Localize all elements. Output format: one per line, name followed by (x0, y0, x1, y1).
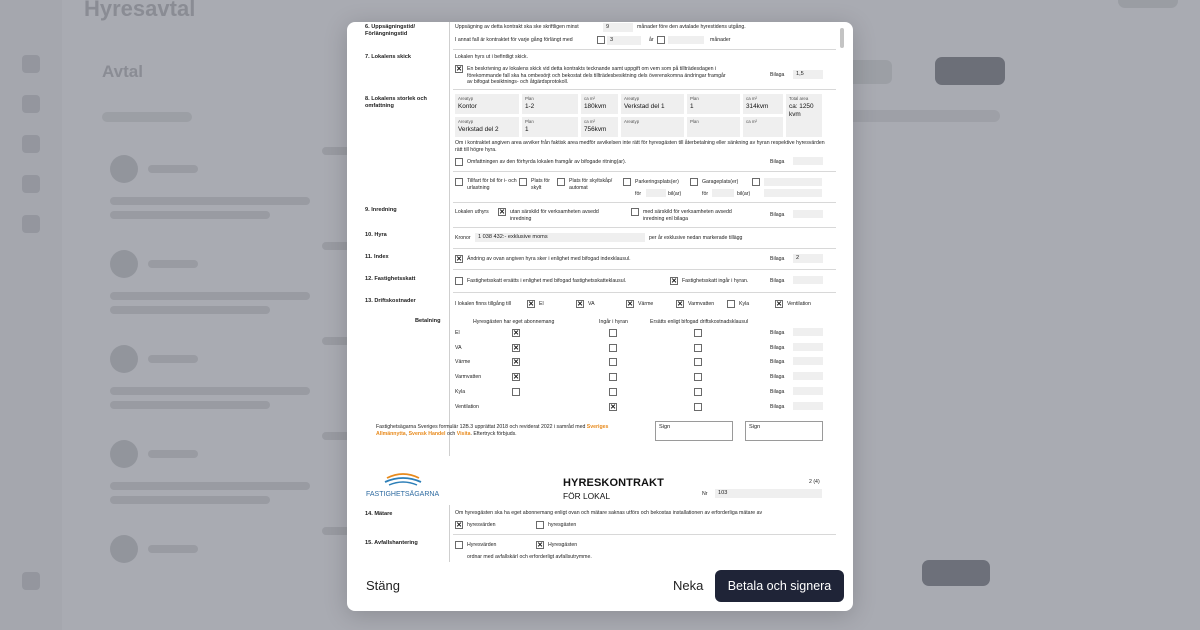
check-mark-icon: ✕ (677, 300, 683, 308)
pay-row-ventilation: Ventilation (455, 404, 479, 410)
pay-varme-incl[interactable] (609, 358, 617, 366)
col-incl-header: Ingår i hyran (599, 319, 628, 325)
pay-varmvatten-own[interactable] (512, 373, 520, 381)
sec13-varmvatten-checkbox[interactable] (676, 300, 684, 308)
row-divider (453, 292, 836, 293)
sec13-va-checkbox[interactable] (576, 300, 584, 308)
sec8-bilaga-label: Bilaga (770, 159, 785, 165)
sec7-bilaga-field[interactable]: 1,5 (793, 70, 823, 79)
pay-kyla-repl[interactable] (694, 388, 702, 396)
check-mark-icon: ✕ (513, 373, 519, 381)
sec12-opt2-checkbox[interactable] (670, 277, 678, 285)
pay-el-incl[interactable] (609, 329, 617, 337)
form-copyright-note: Fastighetsägarna Sveriges formulär 12B.3 upprättat 2018 och reviderat 2022 i samråd med Sveriges Allmännytta, Svensk Handel och Visita. Eftertryck förbjuds. (376, 424, 609, 437)
page-number: 2 (4) (809, 479, 820, 485)
check-mark-icon: ✕ (577, 300, 583, 308)
sign-field-2[interactable]: Sign (745, 421, 823, 441)
row-divider (453, 202, 836, 203)
sec8-opt3-text: Plats för skyltskåp/ automat (569, 178, 613, 191)
check-mark-icon: ✕ (456, 521, 462, 529)
sec9-opt2-text: med särskild för verksamheten avsedd inredning enl bilaga (643, 209, 732, 222)
sec8-opt6-field-2[interactable] (764, 189, 822, 197)
sec8-opt1-text: Tillfart för bil för i- och urlastning (467, 178, 517, 191)
sec8-r2-type[interactable]: Areatyp Verkstad del 2 (455, 117, 519, 137)
sec13-varme-label: Värme (638, 301, 654, 307)
sec8-bilaga-field[interactable] (793, 157, 823, 165)
sec12-opt2-text: Fastighetsskatt ingår i hyran. (682, 278, 749, 284)
sec8-r1-type[interactable]: Areatyp Kontor (455, 94, 519, 114)
pay-ventilation-incl[interactable] (609, 403, 617, 411)
sec6-years-unit: år (649, 37, 654, 43)
sec8-for-label: för (635, 191, 642, 197)
pay-el-bilaga-field[interactable] (793, 328, 823, 336)
sec8-r2-type2[interactable]: Areatyp (621, 117, 684, 137)
section-9-label: 9. Inredning (365, 207, 397, 213)
sec8-opt3-checkbox[interactable] (557, 178, 565, 186)
betalning-label: Betalning (415, 318, 441, 324)
sec9-opt1-text: utan särskild för verksamheten avsedd inredning (510, 209, 599, 222)
sec15-opt1-checkbox[interactable] (455, 541, 463, 549)
sec7-line2: En beskrivning av lokalens skick vid detta kontrakts tecknande samt uppgift om vem som på tillträdesdagen i förekommande fall ska ha ombesörjt och bekostat dels tillträdesbesiktning dels överenskomna ändringar framgår av bifogat besiktnings- och åtgärdsprotokoll. (467, 66, 726, 85)
pay-varmvatten-repl[interactable] (694, 373, 702, 381)
check-mark-icon: ✕ (537, 541, 543, 549)
document-scrollbar-thumb[interactable] (840, 28, 844, 48)
sec8-r1-area2[interactable]: ca m² 314kvm (743, 94, 783, 114)
pay-ventilation-bilaga-field[interactable] (793, 402, 823, 410)
sec6-row1-tail: månader före den avtalade hyrestidens utgång. (637, 24, 746, 30)
background-title: Hyresavtal (84, 0, 196, 21)
section-7-label: 7. Lokalens skick (365, 54, 412, 60)
sec8-bilar-label-2: bil(ar) (737, 191, 751, 197)
sec10-rent-field[interactable]: 1 038 432:- exklusive moms (475, 233, 645, 242)
sec14-opt1-checkbox[interactable] (455, 521, 463, 529)
sec13-ventilation-checkbox[interactable] (775, 300, 783, 308)
sec11-bilaga-label: Bilaga (770, 256, 785, 262)
sign-field-1[interactable]: Sign (655, 421, 733, 441)
check-mark-icon: ✕ (627, 300, 633, 308)
sec8-scope-checkbox[interactable] (455, 158, 463, 166)
deny-button[interactable]: Neka (673, 578, 704, 593)
sec10-tail: per år exklusive nedan markerade tillägg (649, 235, 743, 241)
sec8-r2-area[interactable]: ca m² 756kvm (581, 117, 618, 137)
sec12-opt1-checkbox[interactable] (455, 277, 463, 285)
sec8-opt6-checkbox[interactable] (752, 178, 760, 186)
sec13-varme-checkbox[interactable] (626, 300, 634, 308)
sec13-kyla-label: Kyla (739, 301, 750, 307)
pay-varmvatten-bilaga-field[interactable] (793, 372, 823, 380)
check-mark-icon: ✕ (513, 329, 519, 337)
sec7-bilaga-label: Bilaga (770, 72, 785, 78)
contract-nr-label: Nr (702, 491, 708, 497)
section-12-label: 12. Fastighetsskatt (365, 276, 416, 282)
pay-row-kyla: Kyla (455, 389, 466, 395)
check-mark-icon: ✕ (528, 300, 534, 308)
pay-ventilation-bilaga: Bilaga (770, 404, 785, 410)
sec6-row1: Uppsägning av detta kontrakt ska ske skriftligen minst (455, 24, 579, 30)
row-divider (453, 89, 836, 90)
pay-varme-repl[interactable] (694, 358, 702, 366)
sec8-opt6-field[interactable] (764, 178, 822, 186)
sec8-r1-area[interactable]: ca m² 180kvm (581, 94, 618, 114)
sec15-tail: ordnar med avfallskärl och erforderligt avfallsutrymme. (467, 554, 592, 560)
sec9-opt1-checkbox[interactable] (498, 208, 506, 216)
pay-kyla-bilaga-field[interactable] (793, 387, 823, 395)
contract-document[interactable] (365, 22, 844, 562)
sec8-r2-plan2[interactable]: Plan (687, 117, 740, 137)
sec7-checkbox[interactable] (455, 65, 463, 73)
pay-row-varmvatten: Varmvatten (455, 374, 482, 380)
sec8-opt4-text: Parkeringsplats(er) (635, 179, 679, 185)
col-repl-header: Ersätts enligt bifogad driftskostnadsklausul (650, 319, 749, 325)
sec8-r2-plan[interactable]: Plan 1 (522, 117, 578, 137)
sec10-kronor: Kronor (455, 235, 471, 241)
col-own-header: Hyresgästen har eget abonnemang (473, 319, 555, 325)
sec8-garage-count[interactable] (712, 189, 734, 197)
sec8-r1-plan[interactable]: Plan 1-2 (522, 94, 578, 114)
pay-kyla-bilaga: Bilaga (770, 389, 785, 395)
pay-kyla-own[interactable] (512, 388, 520, 396)
section-14-label: 14. Mätare (365, 511, 393, 517)
check-mark-icon: ✕ (776, 300, 782, 308)
pay-va-incl[interactable] (609, 344, 617, 352)
contract-modal (347, 22, 853, 611)
document-scrollbar[interactable] (839, 26, 845, 562)
sec9-bilaga-label: Bilaga (770, 212, 785, 218)
sec13-kyla-checkbox[interactable] (727, 300, 735, 308)
sec6-months-unit: månader (710, 37, 731, 43)
sec8-opt1-checkbox[interactable] (455, 178, 463, 186)
pay-va-bilaga-field[interactable] (793, 343, 823, 351)
sec8-bilar-label: bil(ar) (668, 191, 682, 197)
sec6-years-field[interactable]: 3 (607, 36, 641, 45)
sec14-text: Om hyresgästen ska ha eget abonnemang enligt ovan och mätare saknas utförs och bekostas installationen av erforderliga mätare av (455, 510, 763, 516)
svg-text:FASTIGHETSÄGARNA: FASTIGHETSÄGARNA (366, 491, 440, 498)
sec8-opt5-text: Garageplats(er) (702, 179, 739, 185)
column-divider (449, 505, 450, 562)
sec7-line1: Lokalen hyrs ut i befintligt skick. (455, 54, 528, 60)
background-subtitle: Avtal (102, 62, 143, 81)
sec14-opt2-checkbox[interactable] (536, 521, 544, 529)
pay-and-sign-button[interactable]: Betala och signera (715, 570, 844, 602)
check-mark-icon: ✕ (499, 208, 505, 216)
pay-ventilation-repl[interactable] (694, 403, 702, 411)
sec8-opt2-checkbox[interactable] (519, 178, 527, 186)
row-divider (453, 269, 836, 270)
sec11-text: Ändring av ovan angiven hyra sker i enlighet med bifogad indexklausul. (467, 256, 631, 262)
sec13-va-label: VA (588, 301, 595, 307)
check-mark-icon: ✕ (456, 255, 462, 263)
sec8-opt2-text: Plats för skylt (531, 178, 551, 191)
sec6-months-checkbox[interactable] (657, 36, 665, 44)
sec8-parking-count[interactable] (646, 189, 666, 197)
sec13-intro: I lokalen finns tillgång till (455, 301, 511, 307)
pay-varmvatten-incl[interactable] (609, 373, 617, 381)
sec13-el-checkbox[interactable] (527, 300, 535, 308)
pay-kyla-incl[interactable] (609, 388, 617, 396)
pay-row-el: El (455, 330, 460, 336)
pay-varme-bilaga: Bilaga (770, 359, 785, 365)
column-divider (449, 22, 450, 456)
sec8-note: Om i kontraktet angiven area avviker från faktisk area medför avvikelsen inte rätt för hyresgästen till återbetalning eller sänkning av hyran respektive hyresvärden rätt till högre hyra. (455, 140, 825, 153)
sec6-notice-field[interactable]: 9 (603, 23, 633, 32)
sec9-bilaga-field[interactable] (793, 210, 823, 218)
contract-subtitle: FÖR LOKAL (563, 491, 611, 501)
section-6-label: 6. Uppsägningstid/ Förlängningstid (365, 24, 416, 37)
close-button[interactable]: Stäng (366, 578, 400, 593)
sec9-text: Lokalen uthyrs (455, 209, 489, 215)
sec14-opt1-text: hyresvärden (467, 522, 496, 528)
sec12-bilaga-label: Bilaga (770, 278, 785, 284)
sec8-total-area[interactable]: Total area ca: 1250 kvm (786, 94, 822, 137)
pay-varmvatten-bilaga: Bilaga (770, 374, 785, 380)
sec15-opt2-checkbox[interactable] (536, 541, 544, 549)
sec12-opt1-text: Fastighetsskatt ersätts i enlighet med bifogad fastighetsskatteklausul. (467, 278, 627, 284)
sec6-years-checkbox[interactable] (597, 36, 605, 44)
section-15-label: 15. Avfallshantering (365, 540, 418, 546)
check-mark-icon: ✕ (456, 65, 462, 73)
sec12-bilaga-field[interactable] (793, 276, 823, 284)
fastighetsagarna-logo (365, 470, 445, 500)
sec11-checkbox[interactable] (455, 255, 463, 263)
sec8-opt4-checkbox[interactable] (623, 178, 631, 186)
sec8-opt5-checkbox[interactable] (690, 178, 698, 186)
pay-el-own[interactable] (512, 329, 520, 337)
row-divider (453, 227, 836, 228)
check-mark-icon: ✕ (610, 403, 616, 411)
sec13-ventilation-label: Ventilation (787, 301, 811, 307)
sec6-row2: I annat fall är kontraktet för varje gång förlängt med (455, 37, 573, 43)
contract-title: HYRESKONTRAKT (563, 477, 664, 489)
check-mark-icon: ✕ (513, 358, 519, 366)
contract-nr-field[interactable]: 103 (715, 489, 822, 498)
pay-row-varme: Värme (455, 359, 471, 365)
pay-va-own[interactable] (512, 344, 520, 352)
section-10-label: 10. Hyra (365, 232, 387, 238)
sec13-el-label: El (539, 301, 544, 307)
section-13-label: 13. Driftskostnader (365, 298, 416, 304)
check-mark-icon: ✕ (513, 344, 519, 352)
row-divider (453, 49, 836, 50)
sec9-opt2-checkbox[interactable] (631, 208, 639, 216)
pay-va-repl[interactable] (694, 344, 702, 352)
section-11-label: 11. Index (365, 254, 389, 260)
pay-va-bilaga: Bilaga (770, 345, 785, 351)
sec8-scope-text: Omfattningen av den förhyrda lokalen framgår av bifogade ritning(ar). (467, 159, 627, 165)
sec8-r2-area2[interactable]: ca m² (743, 117, 783, 137)
sec6-months-field[interactable] (668, 36, 704, 44)
sec11-bilaga-field[interactable]: 2 (793, 254, 823, 263)
sec15-opt1-text: Hyresvärden (467, 542, 497, 548)
sec8-r1-plan2[interactable]: Plan 1 (687, 94, 740, 114)
sec13-varmvatten-label: Varmvatten (688, 301, 715, 307)
pay-row-va: VA (455, 345, 462, 351)
pay-el-repl[interactable] (694, 329, 702, 337)
pay-el-bilaga: Bilaga (770, 330, 785, 336)
check-mark-icon: ✕ (671, 277, 677, 285)
sec8-for-label-2: för (702, 191, 709, 197)
row-divider (453, 171, 836, 172)
sec15-opt2-text: Hyresgästen (548, 542, 578, 548)
sec8-r1-type2[interactable]: Areatyp Verkstad del 1 (621, 94, 684, 114)
section-8-label: 8. Lokalens storlek och omfattning (365, 96, 427, 109)
pay-varme-own[interactable] (512, 358, 520, 366)
row-divider (453, 248, 836, 249)
pay-varme-bilaga-field[interactable] (793, 357, 823, 365)
row-divider (453, 534, 836, 535)
sec14-opt2-text: hyresgästen (548, 522, 577, 528)
